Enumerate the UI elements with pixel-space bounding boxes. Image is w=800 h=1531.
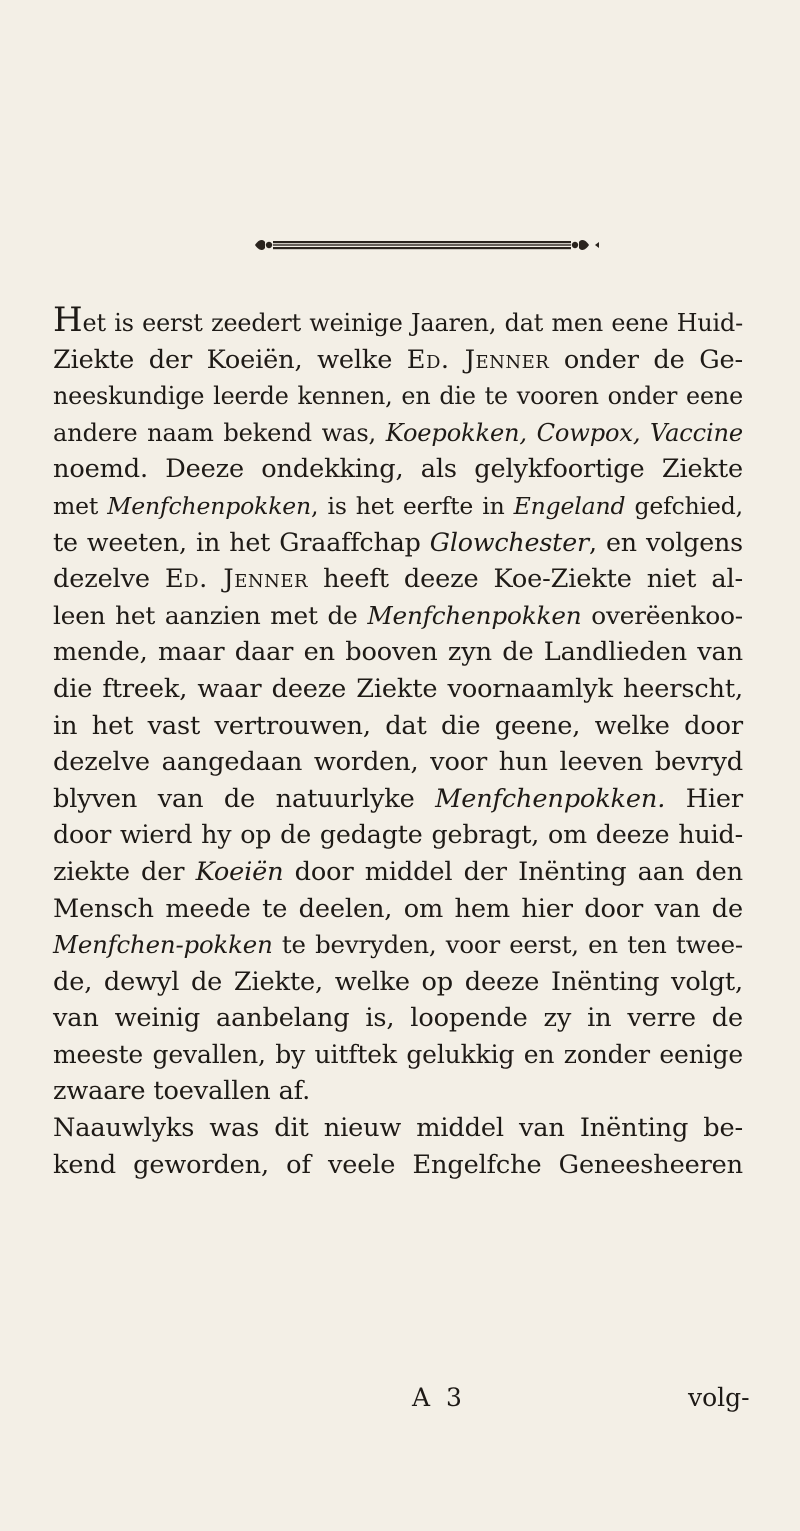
page-footer [0,1383,800,1419]
text-line: door wierd hy op de gedagte gebragt, om deeze huid- [53,820,743,850]
text-line: ziekte der Koeiën door middel der Inënting aan den [53,856,743,887]
text-line: dezelve Ed. Jenner heeft deeze Koe-Ziekte niet al- [53,564,744,595]
signature-mark: A 3 [412,1383,466,1412]
text-line: andere naam bekend was, Koepokken, Cowpox, Vaccine [53,418,743,447]
text-line: van weinig aanbelang is, loopende zy in verre de [53,1003,743,1034]
text-line: dezelve aangedaan worden, voor hun leeven bevryd [53,747,743,778]
headpiece-ornament [255,234,599,256]
text-line: Mensch meede te deelen, om hem hier door van de [53,893,743,924]
text-line: Ziekte der Koeiën, welke Ed. Jenner onder de Ge- [53,344,743,375]
text-line: met Menfchenpokken, is het eerfte in Engeland gefchied, [53,491,744,520]
text-line: blyven van de natuurlyke Menfchenpokken. Hier [53,783,743,814]
catchword: volg- [688,1383,750,1412]
text-line: de, dewyl de Ziekte, welke op deeze Inënting volgt, [53,966,743,997]
text-line: die ftreek, waar deeze Ziekte voornaamlyk heerscht, [53,673,743,704]
text-line: meeste gevallen, by uitftek gelukkig en zonder eenige [53,1039,743,1069]
text-line: in het vast vertrouwen, dat die geene, welke door [53,710,743,741]
author-name: Ed. Jenner [406,344,550,375]
text-line: zwaare toevallen af. [53,1076,311,1107]
author-name: Ed. Jenner [164,564,309,595]
text-line: mende, maar daar en booven zyn de Landlieden van [53,637,743,668]
text-line: neeskundige leerde kennen, en die te vooren onder eene [53,382,743,411]
text-line: te weeten, in het Graaffchap Glowchester, en volgens [53,527,743,557]
text-line: leen het aanzien met de Menfchenpokken overëenkoo- [53,600,743,630]
text-line: Naauwlyks was dit nieuw middel van Inënting be- [53,1113,743,1144]
drop-capital: H [53,300,83,340]
text-line: Het is eerst zeedert weinige Jaaren, dat men eene Huid- [53,300,743,340]
body-text [53,300,744,1183]
text-line: Menfchen-pokken te bevryden, voor eerst, en ten twee- [53,930,743,960]
text-line: noemd. Deeze ondekking, als gelykfoortige Ziekte [53,454,743,485]
text-line: kend geworden, of veele Engelfche Geneesheeren [53,1149,743,1180]
